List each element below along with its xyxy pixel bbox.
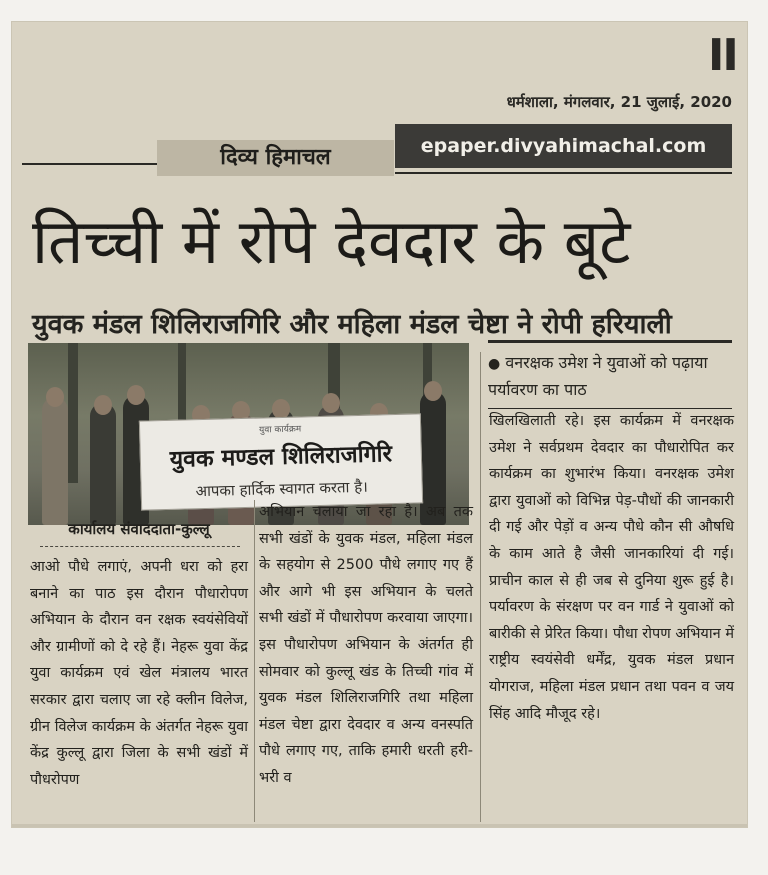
bullet-icon: ● xyxy=(488,356,501,372)
newspaper-clipping xyxy=(12,22,747,827)
masthead-name: दिव्य हिमाचल xyxy=(157,140,394,176)
byline: कार्यालय संवाददाता-कुल्लू xyxy=(68,520,210,538)
article-photo xyxy=(28,343,469,525)
photo-head xyxy=(322,393,340,413)
photo-head xyxy=(94,395,112,415)
photo-tree xyxy=(68,343,78,483)
photo-person xyxy=(90,403,116,525)
paper-edge xyxy=(12,824,747,827)
dateline: धर्मशाला, मंगलवार, 21 जुलाई, 2020 xyxy=(506,93,732,111)
page-number: II xyxy=(708,30,737,81)
column-separator xyxy=(254,500,255,822)
column-separator xyxy=(480,352,481,822)
pullquote-text: वनरक्षक उमेश ने युवाओं को पढ़ाया पर्यावरण का पाठ xyxy=(488,353,708,399)
banner-small-text: युवा कार्यक्रम xyxy=(258,424,302,436)
photo-head xyxy=(424,381,442,401)
masthead-underline xyxy=(395,172,732,174)
photo-head xyxy=(127,385,145,405)
headline: तिच्ची में रोपे देवदार के बूटे xyxy=(32,205,631,278)
banner-line-1: युवक मण्डल शिलिराजगिरि xyxy=(169,441,393,473)
masthead-url: epaper.divyahimachal.com xyxy=(395,124,732,168)
photo-head xyxy=(46,387,64,407)
pullquote-rule-top xyxy=(488,340,732,343)
article-column-3: खिलखिलाती रहे। इस कार्यक्रम में वनरक्षक उमेश ने सर्वप्रथम देवदार का पौधारोपित कर कार्यक्रम का शुभारंभ किया। वनरक्षक उमेश द्वारा युवाओं को विभिन्न पेड़-पौधों की जानकारी दी गई और पेड़ों व अन्य पौधे कौन सी औषधि के काम आते है जैसी जानकारियां दी गई। प्राचीन काल से ही जब से दुनिया शुरू हुई है। पर्यावरण के संरक्षण पर वन गार्ड ने युवाओं को बारीकी से प्रेरित किया। पौधा रोपण अभियान में राष्ट्रीय स्वयंसेवी धर्मेंद्र, युवक मंडल प्रधान योगराज, महिला मंडल प्रधान तथा पवन व जय सिंह आदि मौजूद रहे। xyxy=(489,413,734,722)
byline-rule xyxy=(40,546,240,547)
article-column-2: अभियान चलाया जा रहा है। अब तक सभी खंडों के युवक मंडल, महिला मंडल के सहयोग से 2500 पौधे लगाए गए हैं और आगे भी इस अभियान के चलते सभी खंडों में पौधारोपण करवाया जाएगा। इस पौधारोपण अभियान के अंतर्गत ही सोमवार को कुल्लू खंड के तिच्ची गांव में युवक मंडल शिलिराजगिरि तथा महिला मंडल चेष्टा द्वारा देवदार व अन्य वनस्पति पौधे लगाए गए, ताकि हमारी धरती हरी-भरी व xyxy=(259,504,473,786)
banner-line-2: आपका हार्दिक स्वागत करता है। xyxy=(195,477,369,501)
article-column-1: आओ पौधे लगाएं, अपनी धरा को हरा बनाने का पाठ इस दौरान पौधारोपण अभियान के दौरान वन रक्षक स्वयंसेवियों और ग्रामीणों को दे रहे हैं। नेहरू युवा केंद्र युवा कार्यक्रम एवं खेल मंत्रालय भारत सरकार द्वारा चलाए जा रहे क्लीन विलेज, ग्रीन विलेज कार्यक्रम के अंतर्गत नेहरू युवा केंद्र कुल्लू द्वारा जिला के सभी खंडों में पौधरोपण xyxy=(30,559,248,788)
masthead-rule xyxy=(22,163,157,165)
photo-person xyxy=(42,397,68,525)
subheadline: युवक मंडल शिलिराजगिरि और महिला मंडल चेष्टा ने रोपी हरियाली xyxy=(32,309,672,340)
photo-banner xyxy=(139,413,423,510)
pullquote xyxy=(488,350,738,403)
